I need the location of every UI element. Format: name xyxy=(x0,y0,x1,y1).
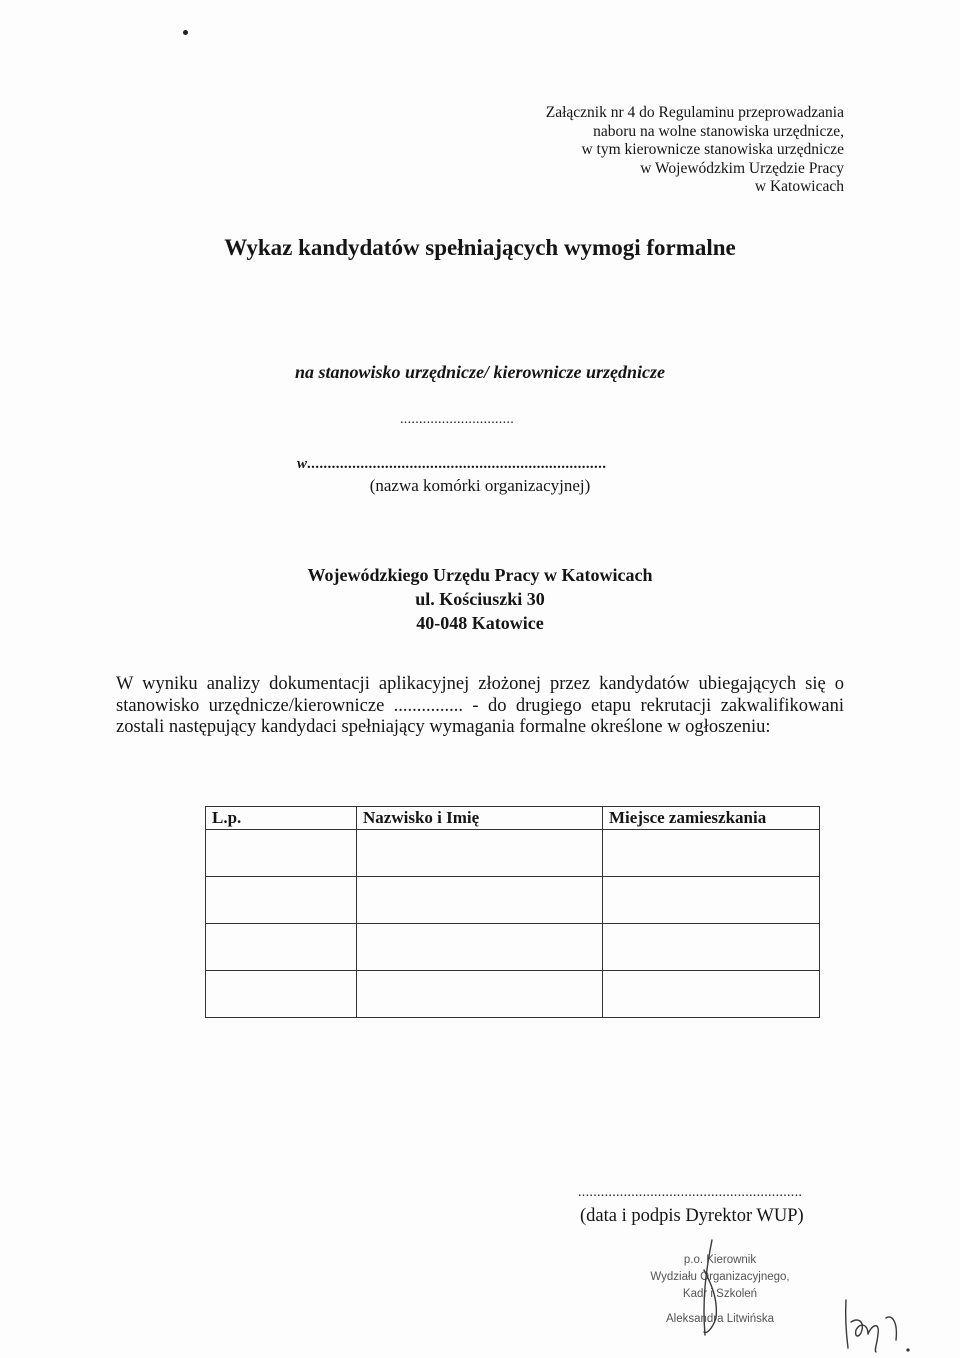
annex-line: w Wojewódzkim Urzędzie Pracy xyxy=(640,159,844,177)
stamp-line: Kadr i Szkoleń xyxy=(682,1288,758,1300)
annex-line: naboru na wolne stanowiska urzędnicze, xyxy=(593,122,844,140)
header-name: Nazwisko i Imię xyxy=(357,807,603,830)
position-subtitle: na stanowisko urzędnicze/ kierownicze urzędnicze xyxy=(294,362,666,382)
header-residence: Miejsce zamieszkania xyxy=(603,807,820,830)
unit-caption: (nazwa komórki organizacyjnej) xyxy=(369,476,591,495)
signature-caption: (data i podpis Dyrektor WUP) xyxy=(580,1206,804,1226)
stamp-line: Wydziału Organizacyjnego, xyxy=(650,1271,790,1283)
unit-name-blank: ......................................................................... xyxy=(307,456,607,472)
signature-blank: ........................................................... xyxy=(578,1185,803,1200)
annex-line: w tym kierownicze stanowiska urzędnicze xyxy=(581,141,844,159)
header-lp: L.p. xyxy=(206,807,357,830)
stamp-line: Aleksandra Litwińska xyxy=(665,1313,775,1325)
document-title: Wykaz kandydatów spełniających wymogi formalne xyxy=(224,235,736,260)
office-street: ul. Kościuszki 30 xyxy=(415,589,545,609)
annex-line: Załącznik nr 4 do Regulaminu przeprowadzania xyxy=(545,104,844,121)
office-name: Wojewódzkiego Urzędu Pracy w Katowicach xyxy=(307,565,653,585)
stamp-line: p.o. Kierownik xyxy=(683,1254,757,1266)
position-name-blank: .............................. xyxy=(400,412,514,427)
body-paragraph: W wyniku analizy dokumentacji aplikacyjnej złożonej przez kandydatów ubiegających się o stanowisko urzędnicze/kierownicze ............... - do drugiego etapu rekrutacji zakwalifikowani zostali następujący kandydaci spełniający wymagania formalne określone w ogłoszeniu: xyxy=(116,674,844,737)
unit-prefix: w xyxy=(297,456,308,472)
annex-line: w Katowicach xyxy=(754,178,844,196)
office-city: 40-048 Katowice xyxy=(416,613,544,633)
